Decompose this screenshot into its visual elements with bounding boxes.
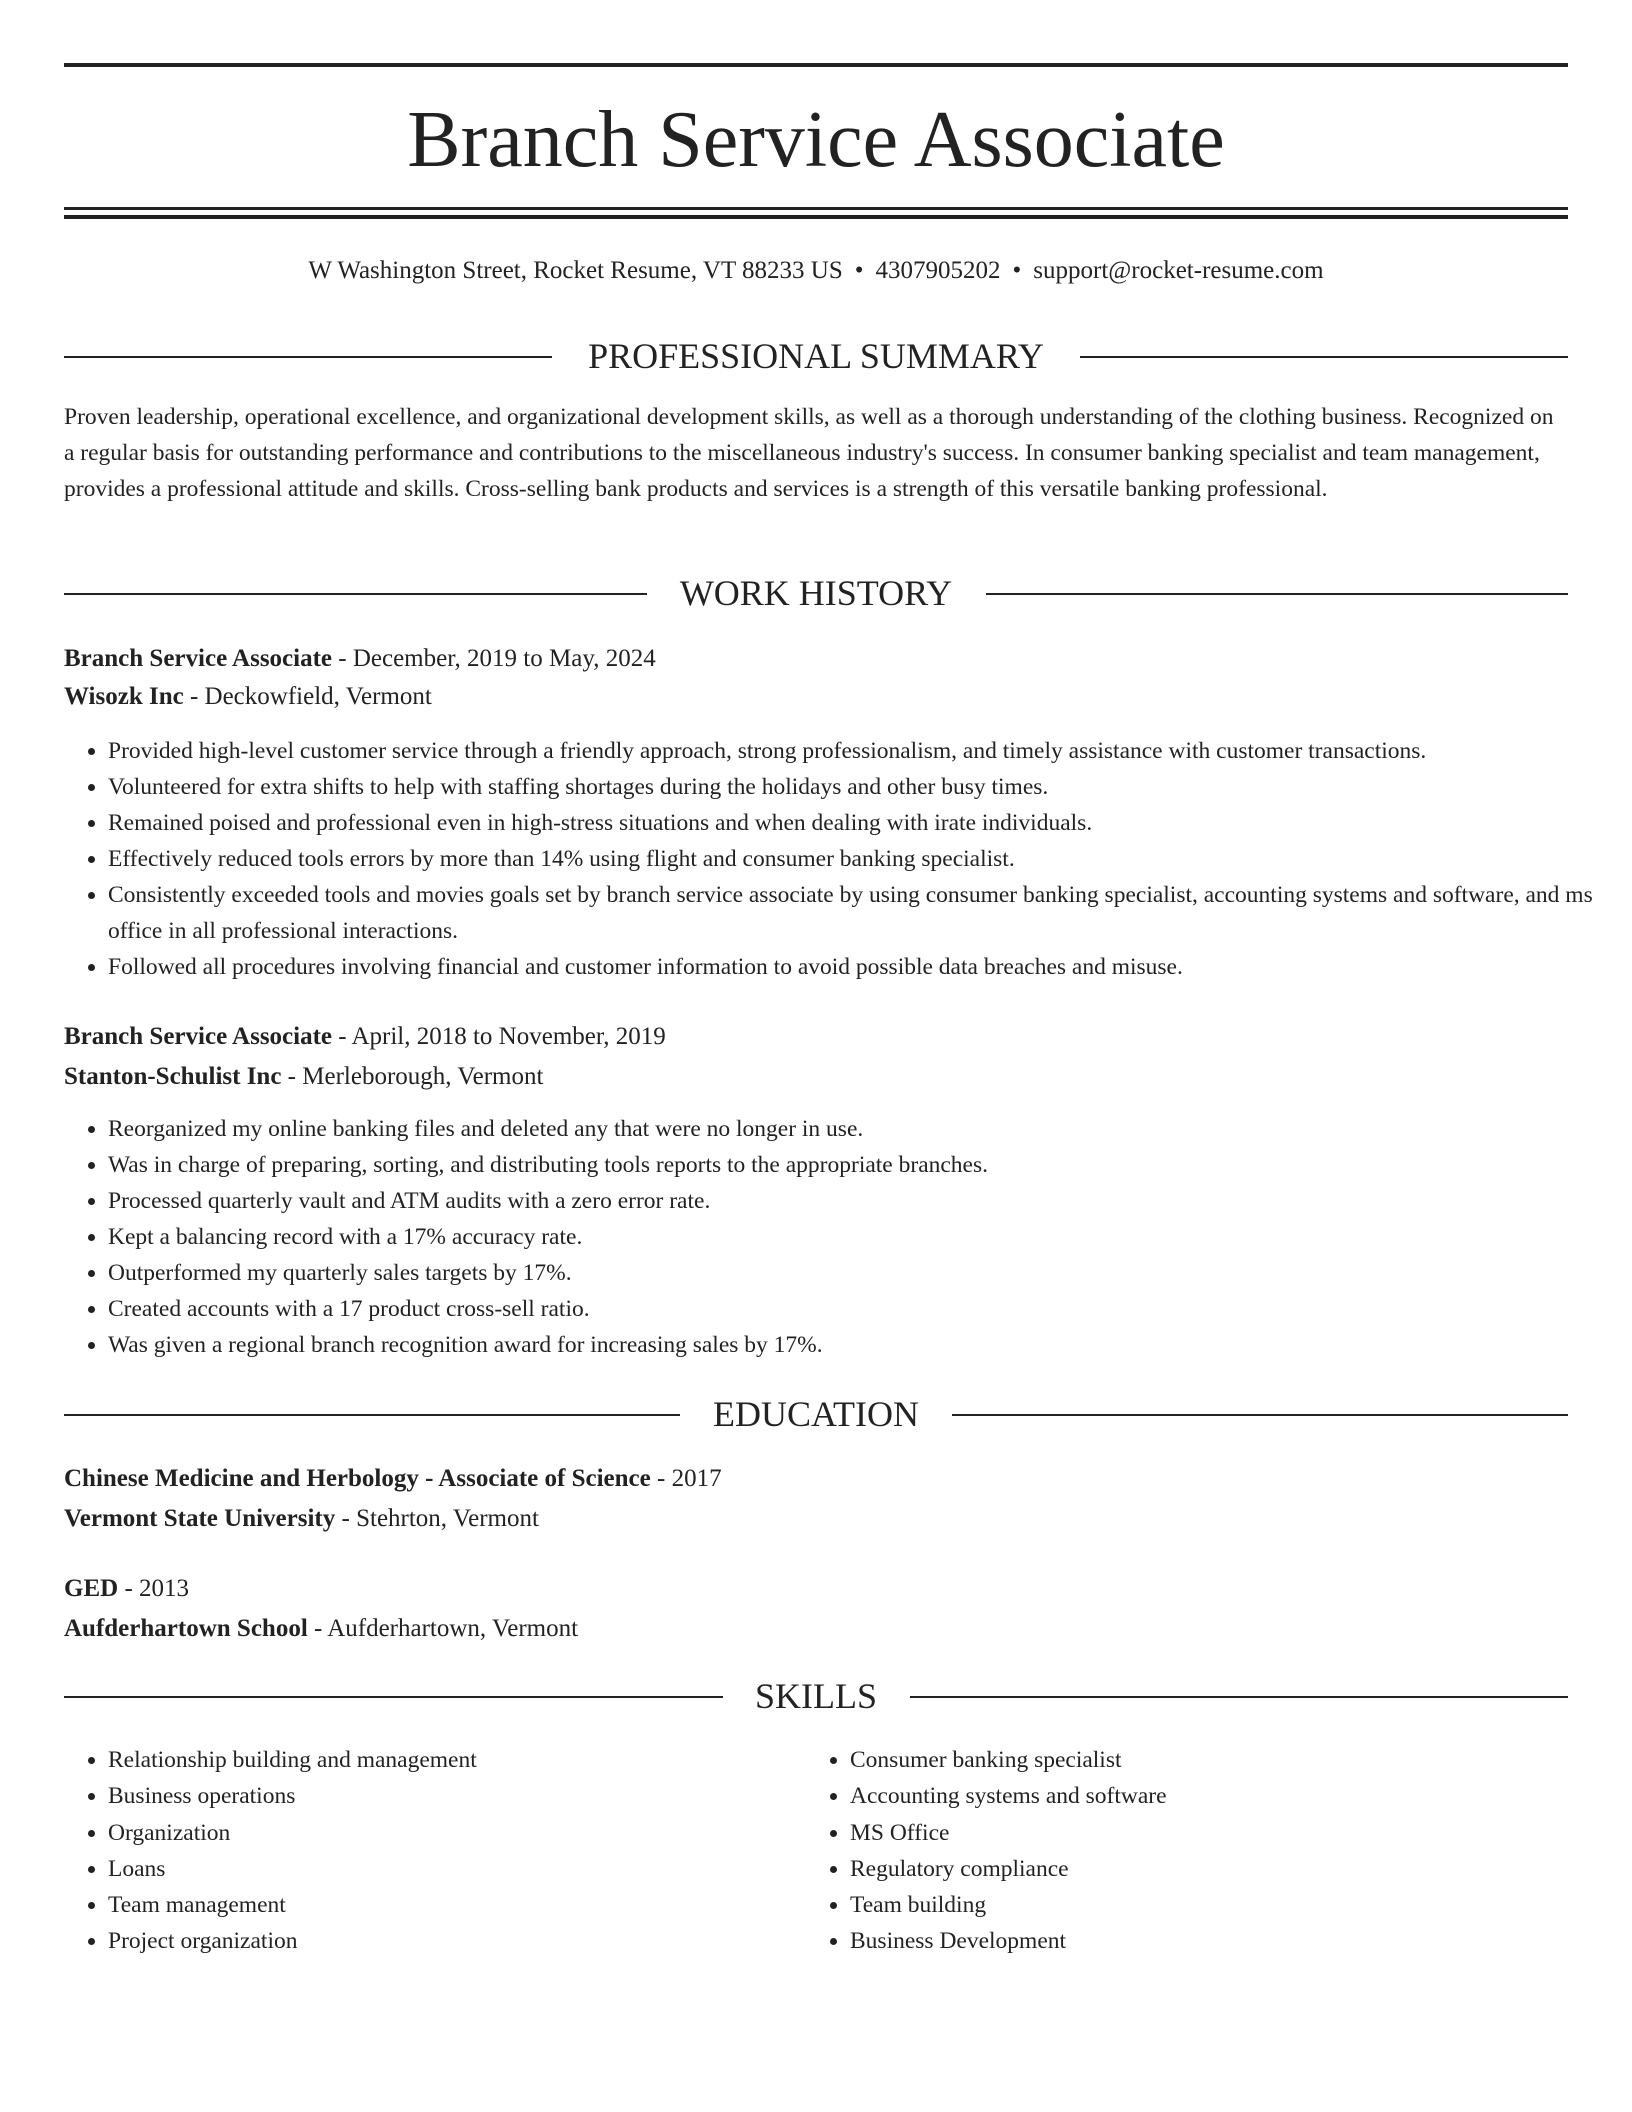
job-dates: - April, 2018 to November, 2019	[332, 1023, 666, 1050]
job-bullets	[64, 1111, 1612, 1363]
job-title: Branch Service Associate	[64, 1023, 333, 1050]
contact-separator: •	[1012, 257, 1022, 284]
job-company: Wisozk Inc	[64, 683, 184, 710]
job-location: - Deckowfield, Vermont	[183, 683, 432, 710]
education-degree: Chinese Medicine and Herbology - Associate of Science	[64, 1465, 651, 1492]
page-title: Branch Service Associate	[407, 96, 1225, 184]
skills-list-left	[64, 1742, 788, 1960]
job-bullet: • Volunteered for extra shifts to help with staffing shortages during the holidays and other busy times.	[108, 769, 1612, 805]
job-title-line	[64, 643, 1568, 675]
job-bullet: • Kept a balancing record with a 17% accuracy rate.	[108, 1219, 1612, 1255]
job-bullet: • Reorganized my online banking files and deleted any that were no longer in use.	[108, 1111, 1612, 1147]
job-company-line	[64, 681, 1568, 713]
heading-rule-right	[986, 593, 1568, 595]
job-bullet: • Created accounts with a 17 product cross-sell ratio.	[108, 1291, 1612, 1327]
summary-text: Proven leadership, operational excellence, and organizational development skills, as well as a thorough understanding of the clothing business. Recognized on a regular basis for outstanding performance and contributions to the miscellaneous industry's success. In consumer banking specialist and team management, provides a professional attitude and skills. Cross-selling bank products and services is a strength of this versatile banking professional.	[64, 404, 1554, 502]
job-dates: - December, 2019 to May, 2024	[332, 645, 656, 672]
job-bullet: • Was given a regional branch recognition award for increasing sales by 17%.	[108, 1327, 1612, 1363]
education-year: - 2013	[118, 1575, 190, 1602]
contact-line	[0, 255, 1632, 287]
summary-heading-row	[64, 336, 1568, 376]
skill-item: • Loans	[108, 1851, 788, 1887]
header-bottom-rule	[64, 207, 1568, 210]
education-degree-line	[64, 1463, 1568, 1495]
education-heading: EDUCATION	[713, 1394, 919, 1434]
education-school-line	[64, 1503, 1568, 1535]
skill-item: • Regulatory compliance	[850, 1851, 1530, 1887]
contact-email: support@rocket-resume.com	[1033, 257, 1324, 284]
skills-heading: SKILLS	[754, 1676, 877, 1716]
skills-list-right	[806, 1742, 1530, 1960]
skill-item: • Project organization	[108, 1923, 788, 1959]
summary-heading: PROFESSIONAL SUMMARY	[588, 336, 1044, 376]
job-bullet: • Provided high-level customer service through a friendly approach, strong professionalism, and timely assistance with customer transactions.	[108, 733, 1612, 769]
education-school: Aufderhartown School	[64, 1615, 308, 1642]
job-bullet: • Followed all procedures involving financial and customer information to avoid possible data breaches and misuse.	[108, 949, 1612, 985]
education-year: - 2017	[650, 1465, 722, 1492]
skill-item: • Team building	[850, 1887, 1530, 1923]
education-school-line	[64, 1613, 1568, 1645]
skills-heading-row	[64, 1676, 1568, 1716]
contact-separator: •	[854, 257, 864, 284]
work-heading-row	[64, 573, 1568, 613]
education-degree: GED	[64, 1575, 119, 1602]
job-bullet: • Effectively reduced tools errors by more than 14% using flight and consumer banking specialist.	[108, 841, 1612, 877]
job-location: - Merleborough, Vermont	[281, 1063, 544, 1090]
header-bottom-rule-2	[64, 215, 1568, 219]
job-bullet: • Processed quarterly vault and ATM audits with a zero error rate.	[108, 1183, 1612, 1219]
education-school: Vermont State University	[64, 1505, 336, 1532]
education-location: - Stehrton, Vermont	[335, 1505, 539, 1532]
education-degree-line	[64, 1573, 1568, 1605]
header-top-rule	[64, 63, 1568, 67]
job-bullet: • Consistently exceeded tools and movies goals set by branch service associate by using consumer banking specialist, accounting systems and software, and ms office in all professional interactions.	[108, 877, 1612, 949]
skill-item: • Business operations	[108, 1778, 788, 1814]
skill-item: • MS Office	[850, 1815, 1530, 1851]
contact-phone: 4307905202	[875, 257, 1001, 284]
job-title: Branch Service Associate	[64, 645, 333, 672]
job-company-line	[64, 1061, 1568, 1093]
heading-rule-right	[1080, 356, 1568, 358]
work-heading: WORK HISTORY	[679, 573, 953, 613]
skill-item: • Consumer banking specialist	[850, 1742, 1530, 1778]
skill-item: • Accounting systems and software	[850, 1778, 1530, 1814]
skill-item: • Relationship building and management	[108, 1742, 788, 1778]
job-bullet: • Was in charge of preparing, sorting, and distributing tools reports to the appropriate branches.	[108, 1147, 1612, 1183]
education-heading-row	[64, 1394, 1568, 1434]
job-company: Stanton-Schulist Inc	[64, 1063, 282, 1090]
job-bullets	[64, 733, 1612, 985]
job-bullet: • Remained poised and professional even in high-stress situations and when dealing with irate individuals.	[108, 805, 1612, 841]
skill-item: • Business Development	[850, 1923, 1530, 1959]
skill-item: • Team management	[108, 1887, 788, 1923]
job-bullet: • Outperformed my quarterly sales targets by 17%.	[108, 1255, 1612, 1291]
contact-address: W Washington Street, Rocket Resume, VT 88233 US	[308, 257, 843, 284]
education-location: - Aufderhartown, Vermont	[307, 1615, 579, 1642]
heading-rule-right	[910, 1696, 1568, 1698]
job-title-line	[64, 1021, 1568, 1053]
skill-item: • Organization	[108, 1815, 788, 1851]
heading-rule-right	[952, 1414, 1568, 1416]
